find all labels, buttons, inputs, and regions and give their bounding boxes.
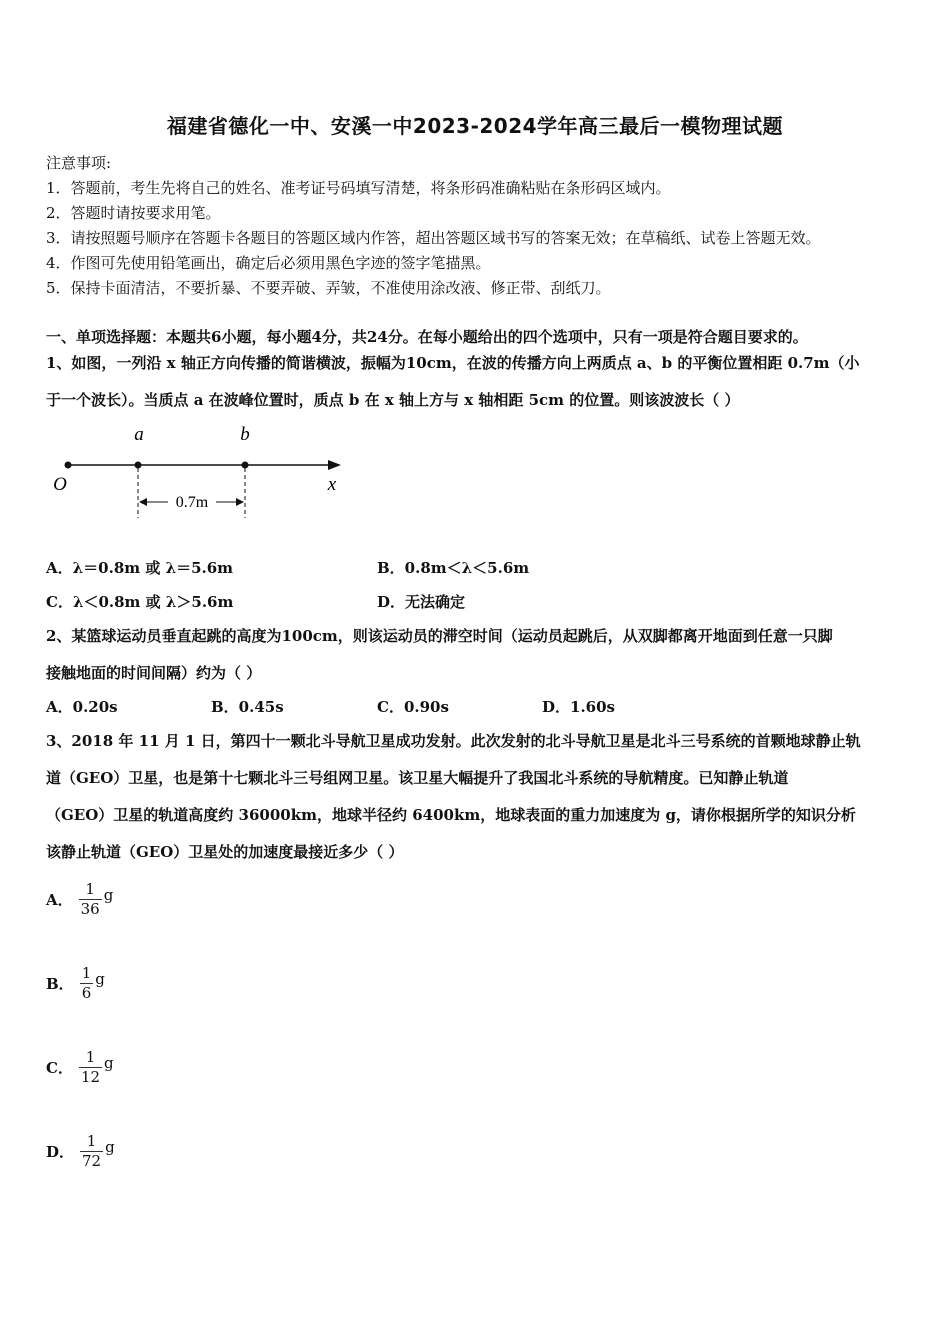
notice-item-3: 3．请按照题号顺序在答题卡各题目的答题区域内作答，超出答题区域书写的答案无效；在草稿纸、试卷上答题无效。 — [46, 229, 821, 247]
distance-label: 0.7m — [175, 494, 209, 511]
q3-option-b[interactable] — [46, 958, 105, 1008]
numerator: 1 — [85, 1047, 96, 1066]
q2-option-b[interactable]: B．0.45s — [211, 698, 284, 716]
q3-line-4: 该静止轨道（GEO）卫星处的加速度最接近多少（ ） — [46, 843, 404, 861]
q3-line-2: 道（GEO）卫星，也是第十七颗北斗三号组网卫星。该卫星大幅提升了我国北斗系统的导航精度。已知静止轨道 — [46, 769, 789, 787]
x-axis-arrow-icon — [328, 460, 341, 470]
q3-line-3: （GEO）卫星的轨道高度约 36000km，地球半径约 6400km，地球表面的重力加速度为 g，请你根据所学的知识分析 — [46, 806, 856, 824]
q1-option-a[interactable]: A．λ＝0.8m 或 λ＝5.6m — [46, 559, 234, 577]
point-o — [65, 462, 72, 469]
notice-heading: 注意事项: — [46, 154, 112, 172]
q1-option-d[interactable]: D．无法确定 — [377, 593, 466, 611]
dist-arrow-right-icon — [236, 498, 244, 506]
numerator: 1 — [86, 1131, 97, 1150]
q1-wave-figure — [46, 418, 356, 523]
q1-line-1: 1、如图，一列沿 x 轴正方向传播的简谐横波，振幅为10cm，在波的传播方向上两质点 a、b 的平衡位置相距 0.7m（小 — [46, 354, 860, 372]
dist-arrow-left-icon — [139, 498, 147, 506]
numerator: 1 — [81, 963, 92, 982]
q3-line-1: 3、2018 年 11 月 1 日，第四十一颗北斗导航卫星成功发射。此次发射的北斗导航卫星是北斗三号系统的首颗地球静止轨 — [46, 732, 861, 750]
denominator: 6 — [81, 983, 92, 1002]
notice-item-5: 5．保持卡面清洁，不要折暴、不要弄破、弄皱，不准使用涂改液、修正带、刮纸刀。 — [46, 279, 611, 297]
label-o: O — [53, 474, 67, 495]
denominator: 12 — [80, 1067, 101, 1086]
q3-option-a[interactable] — [46, 874, 113, 924]
point-a — [135, 462, 142, 469]
numerator: 1 — [85, 879, 95, 898]
q2-line-2: 接触地面的时间间隔）约为（ ） — [46, 664, 262, 682]
q3-option-c-label: C． — [46, 1058, 73, 1077]
fraction — [79, 1048, 102, 1087]
unit: g — [105, 1138, 115, 1156]
section-heading: 一、单项选择题：本题共6小题，每小题4分，共24分。在每小题给出的四个选项中，只有一项是符合题目要求的。 — [46, 328, 808, 346]
label-b: b — [240, 424, 250, 445]
q3-option-a-label: A． — [46, 890, 73, 909]
q3-option-d-label: D． — [46, 1142, 75, 1161]
q3-option-c[interactable] — [46, 1042, 114, 1092]
notice-item-2: 2．答题时请按要求用笔。 — [46, 204, 221, 222]
label-a: a — [134, 424, 144, 445]
page-title: 福建省德化一中、安溪一中2023-2024学年高三最后一模物理试题 — [166, 114, 784, 138]
q2-option-c[interactable]: C．0.90s — [377, 698, 449, 716]
fraction — [80, 964, 94, 1003]
unit: g — [95, 970, 105, 988]
q3-option-d[interactable] — [46, 1126, 115, 1176]
unit: g — [103, 886, 114, 904]
q1-option-b[interactable]: B．0.8m＜λ＜5.6m — [377, 559, 530, 577]
q2-option-d[interactable]: D．1.60s — [542, 698, 615, 716]
q2-option-a[interactable]: A．0.20s — [46, 698, 118, 716]
q1-line-2: 于一个波长）。当质点 a 在波峰位置时，质点 b 在 x 轴上方与 x 轴相距 5cm 的位置。则该波波长（ ） — [46, 391, 740, 409]
q3-option-b-label: B． — [46, 974, 74, 993]
denominator: 72 — [82, 1151, 102, 1170]
fraction — [80, 1132, 103, 1171]
fraction — [79, 880, 102, 919]
notice-item-1: 1．答题前，考生先将自己的姓名、准考证号码填写清楚，将条形码准确粘贴在条形码区域内。 — [46, 179, 671, 197]
denominator: 36 — [80, 899, 100, 918]
point-b — [242, 462, 249, 469]
label-x: x — [327, 474, 337, 495]
unit: g — [104, 1054, 114, 1072]
q2-line-1: 2、某篮球运动员垂直起跳的高度为100cm，则该运动员的滞空时间（运动员起跳后，从双脚都离开地面到任意一只脚 — [46, 627, 833, 645]
notice-item-4: 4．作图可先使用铅笔画出，确定后必须用黑色字迹的签字笔描黑。 — [46, 254, 491, 272]
q1-option-c[interactable]: C．λ＜0.8m 或 λ＞5.6m — [46, 593, 234, 611]
